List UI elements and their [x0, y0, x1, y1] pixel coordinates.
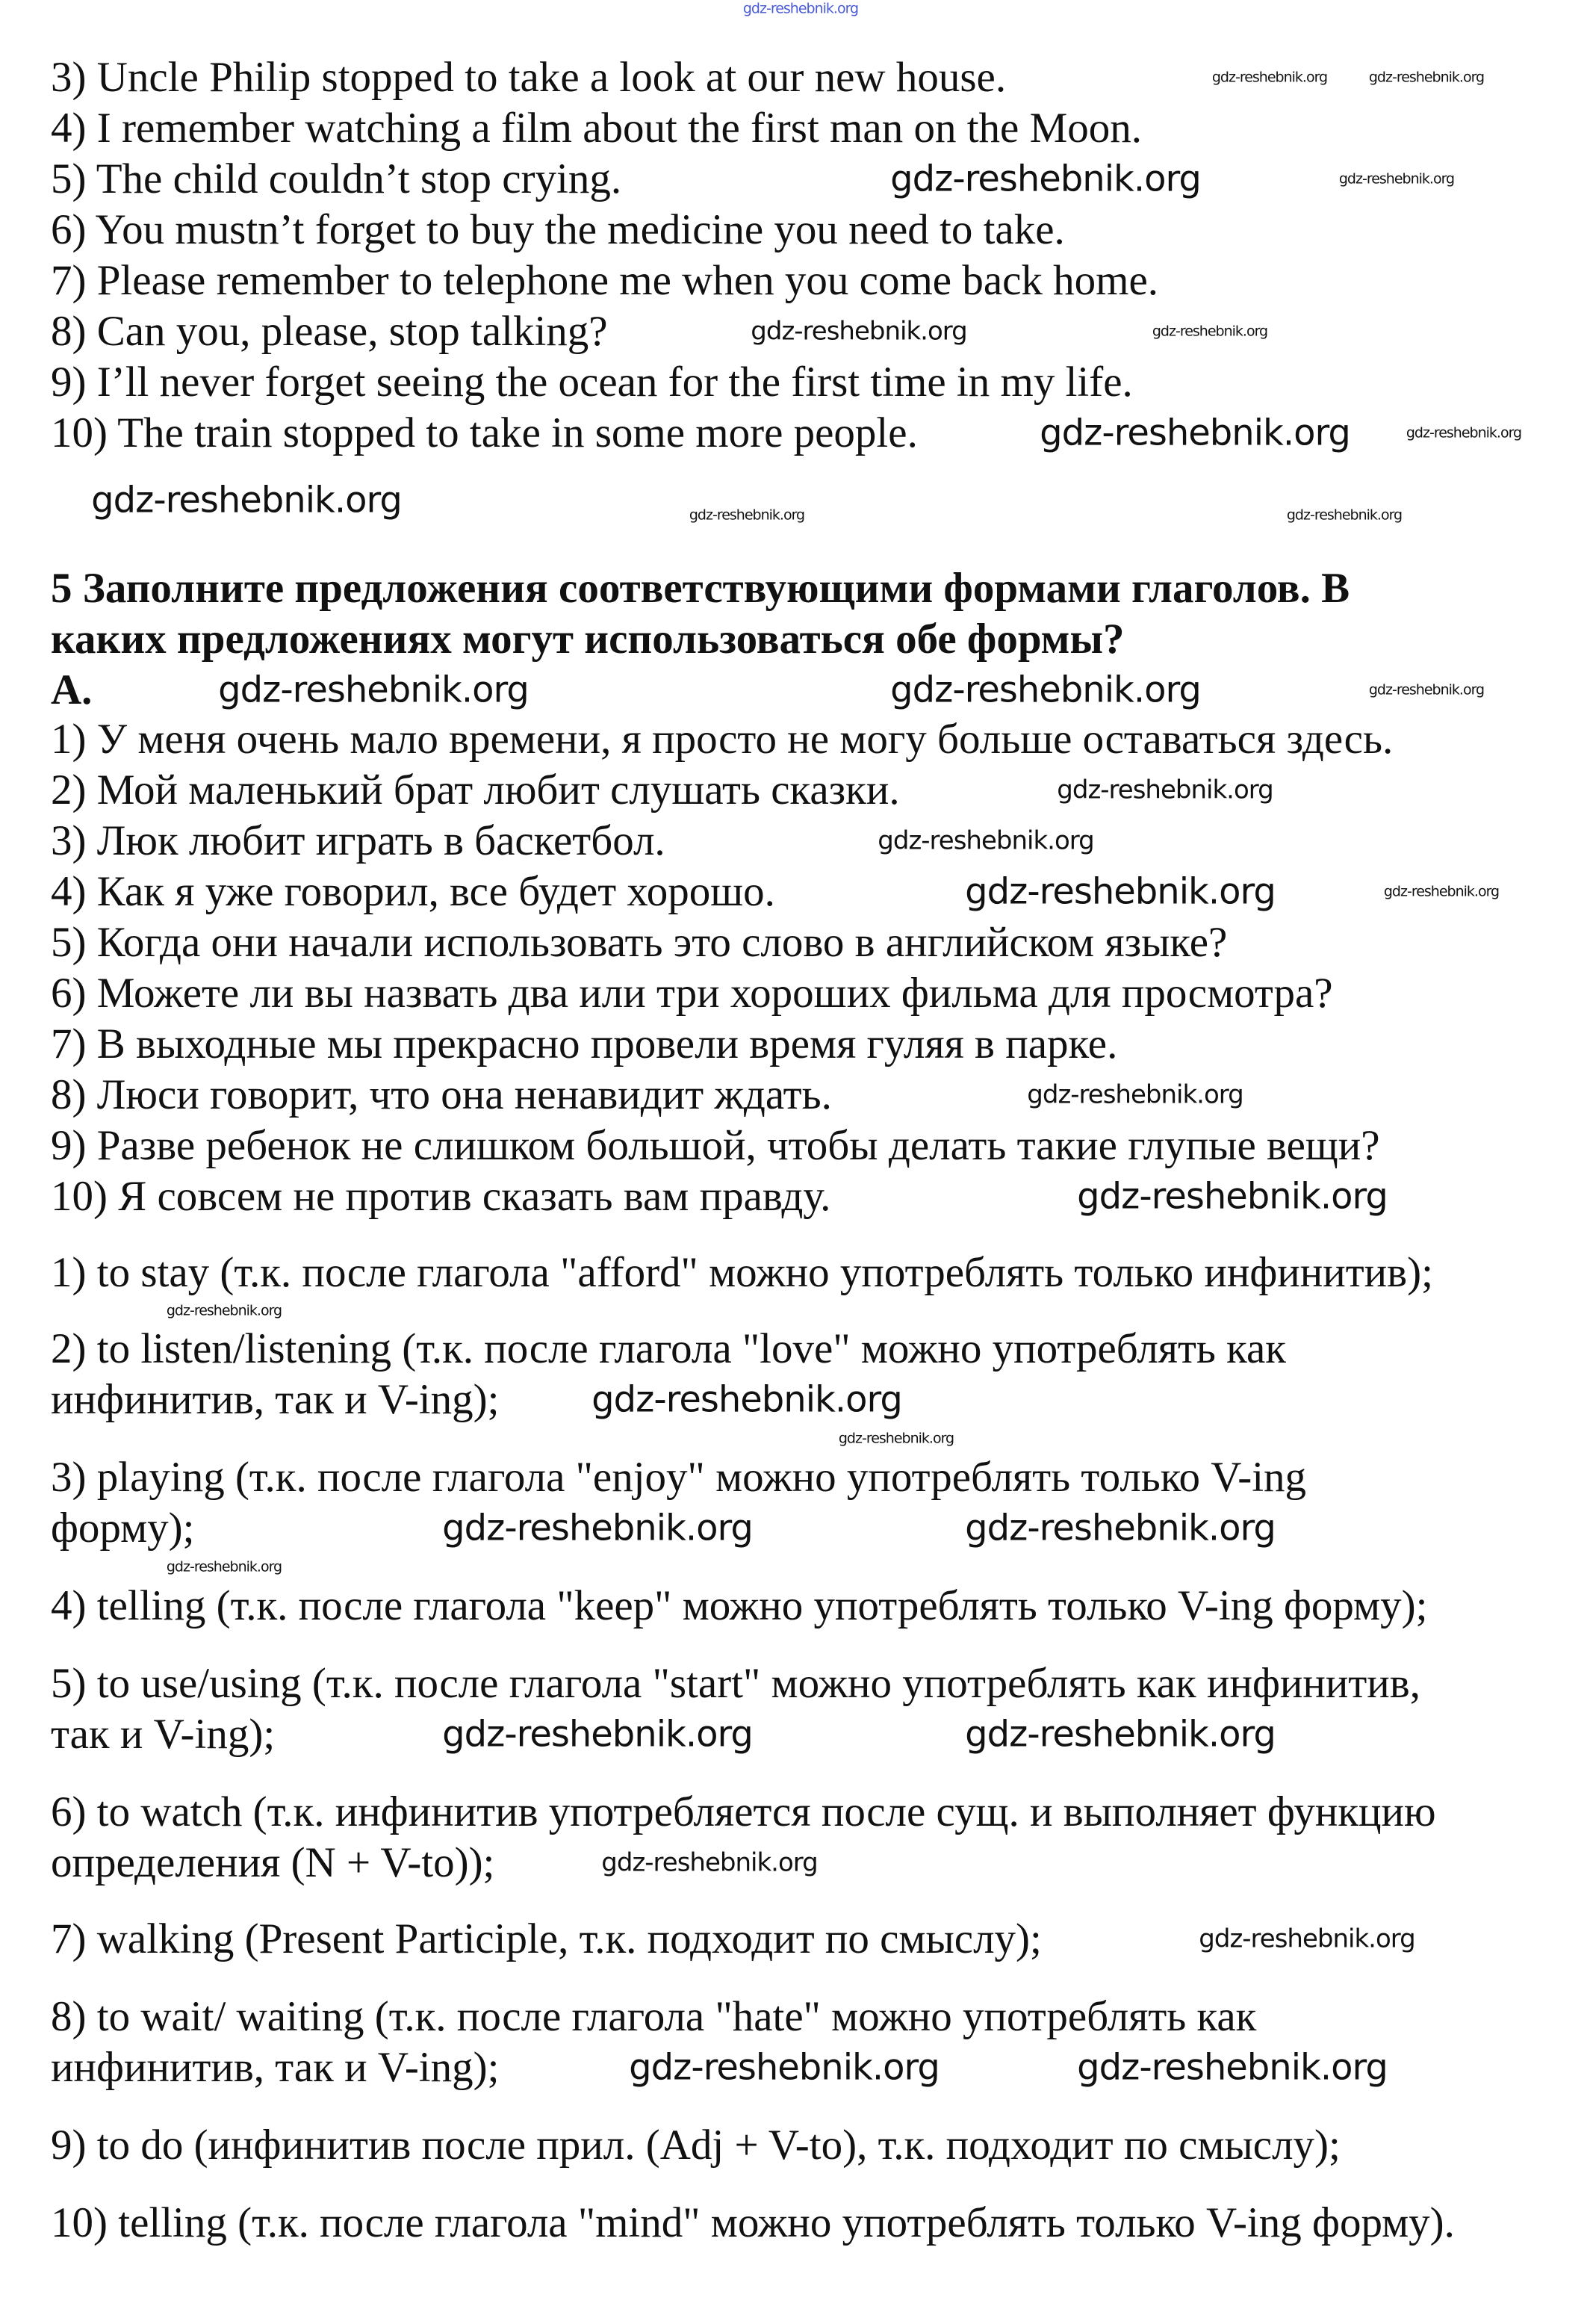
english-sentence: 10) The train stopped to take in some more people. [51, 409, 918, 456]
answer-line: 7) walking (Present Participle, т.к. подходит по смыслу); [51, 1915, 1042, 1962]
watermark: gdz-reshebnik.org [1057, 775, 1273, 805]
russian-sentence: 5) Когда они начали использовать это слово в английском языке? [51, 919, 1228, 966]
watermark: gdz-reshebnik.org [218, 669, 529, 711]
watermark: gdz-reshebnik.org [1286, 506, 1403, 524]
watermark: gdz-reshebnik.org [965, 1713, 1276, 1756]
watermark: gdz-reshebnik.org [878, 825, 1094, 856]
top-watermark: gdz-reshebnik.org [742, 0, 859, 17]
answer-line: 2) to listen/listening (т.к. после глагола "love" можно употреблять как [51, 1325, 1287, 1372]
answer-line: 10) telling (т.к. после глагола "mind" можно употреблять только V-ing форму). [51, 2199, 1455, 2246]
english-sentence: 9) I’ll never forget seeing the ocean for the first time in my life. [51, 359, 1133, 406]
answer-line: 3) playing (т.к. после глагола "enjoy" можно употреблять только V-ing [51, 1454, 1307, 1501]
watermark: gdz-reshebnik.org [1338, 170, 1455, 188]
watermark: gdz-reshebnik.org [1199, 1924, 1415, 1954]
russian-sentence: 7) В выходные мы прекрасно провели время гуляя в парке. [51, 1020, 1118, 1068]
watermark: gdz-reshebnik.org [166, 1302, 282, 1319]
watermark: gdz-reshebnik.org [838, 1430, 954, 1447]
watermark: gdz-reshebnik.org [965, 870, 1276, 913]
russian-sentence: 9) Разве ребенок не слишком большой, чтобы делать такие глупые вещи? [51, 1122, 1380, 1169]
watermark: gdz-reshebnik.org [1211, 69, 1328, 86]
watermark: gdz-reshebnik.org [166, 1558, 282, 1575]
answer-line: 4) telling (т.к. после глагола "keep" можно употреблять только V-ing форму); [51, 1582, 1428, 1629]
answer-line: 9) to do (инфинитив после прил. (Adj + V-to), т.к. подходит по смыслу); [51, 2122, 1341, 2169]
answer-line: форму); [51, 1505, 195, 1552]
english-sentence: 5) The child couldn’t stop crying. [51, 155, 622, 202]
answer-line: определения (N + V-to)); [51, 1839, 495, 1886]
task-heading: 5 Заполните предложения соответствующими формами глаголов. В [51, 565, 1350, 612]
answer-line: 8) to wait/ waiting (т.к. после глагола "hate" можно употреблять как [51, 1993, 1257, 2040]
answer-line: инфинитив, так и V-ing); [51, 1376, 500, 1423]
russian-sentence: 1) У меня очень мало времени, я просто не могу больше оставаться здесь. [51, 716, 1394, 763]
watermark: gdz-reshebnik.org [442, 1507, 753, 1549]
watermark: gdz-reshebnik.org [1027, 1079, 1243, 1110]
russian-sentence: 3) Люк любит играть в баскетбол. [51, 817, 665, 864]
watermark: gdz-reshebnik.org [1368, 681, 1485, 698]
english-sentence: 3) Uncle Philip stopped to take a look at our new house. [51, 54, 1007, 101]
russian-sentence: 4) Как я уже говорил, все будет хорошо. [51, 868, 775, 915]
english-sentence: 8) Can you, please, stop talking? [51, 308, 608, 355]
watermark: gdz-reshebnik.org [601, 1847, 818, 1878]
watermark: gdz-reshebnik.org [689, 506, 805, 524]
answer-line: 6) to watch (т.к. инфинитив употребляется после сущ. и выполняет функцию [51, 1788, 1436, 1835]
answer-line: 5) to use/using (т.к. после глагола "start" можно употреблять как инфинитив, [51, 1660, 1420, 1707]
english-sentence: 6) You mustn’t forget to buy the medicine you need to take. [51, 206, 1065, 253]
russian-sentence: 10) Я совсем не против сказать вам правду. [51, 1173, 831, 1220]
task-heading: каких предложениях могут использоваться обе формы? [51, 616, 1125, 663]
answer-line: 1) to stay (т.к. после глагола "afford" можно употреблять только инфинитив); [51, 1249, 1433, 1296]
watermark: gdz-reshebnik.org [1152, 323, 1268, 340]
watermark: gdz-reshebnik.org [1077, 1175, 1388, 1218]
watermark: gdz-reshebnik.org [1383, 883, 1500, 900]
watermark: gdz-reshebnik.org [591, 1378, 902, 1421]
watermark: gdz-reshebnik.org [1040, 412, 1350, 454]
watermark: gdz-reshebnik.org [965, 1507, 1276, 1549]
watermark: gdz-reshebnik.org [751, 316, 967, 347]
watermark: gdz-reshebnik.org [91, 479, 402, 521]
english-sentence: 7) Please remember to telephone me when you come back home. [51, 257, 1159, 304]
watermark: gdz-reshebnik.org [1077, 2046, 1388, 2089]
russian-sentence: 6) Можете ли вы назвать два или три хороших фильма для просмотра? [51, 970, 1333, 1017]
watermark: gdz-reshebnik.org [1368, 69, 1485, 86]
russian-sentence: 8) Люси говорит, что она ненавидит ждать. [51, 1071, 832, 1118]
watermark: gdz-reshebnik.org [890, 158, 1201, 200]
watermark: gdz-reshebnik.org [629, 2046, 940, 2089]
russian-sentence: 2) Мой маленький брат любит слушать сказки. [51, 766, 900, 814]
watermark: gdz-reshebnik.org [890, 669, 1201, 711]
answer-line: инфинитив, так и V-ing); [51, 2044, 500, 2091]
watermark: gdz-reshebnik.org [1406, 424, 1522, 441]
english-sentence: 4) I remember watching a film about the first man on the Moon. [51, 105, 1143, 152]
answer-line: так и V-ing); [51, 1711, 276, 1758]
task-heading: A. [51, 666, 93, 713]
watermark: gdz-reshebnik.org [442, 1713, 753, 1756]
